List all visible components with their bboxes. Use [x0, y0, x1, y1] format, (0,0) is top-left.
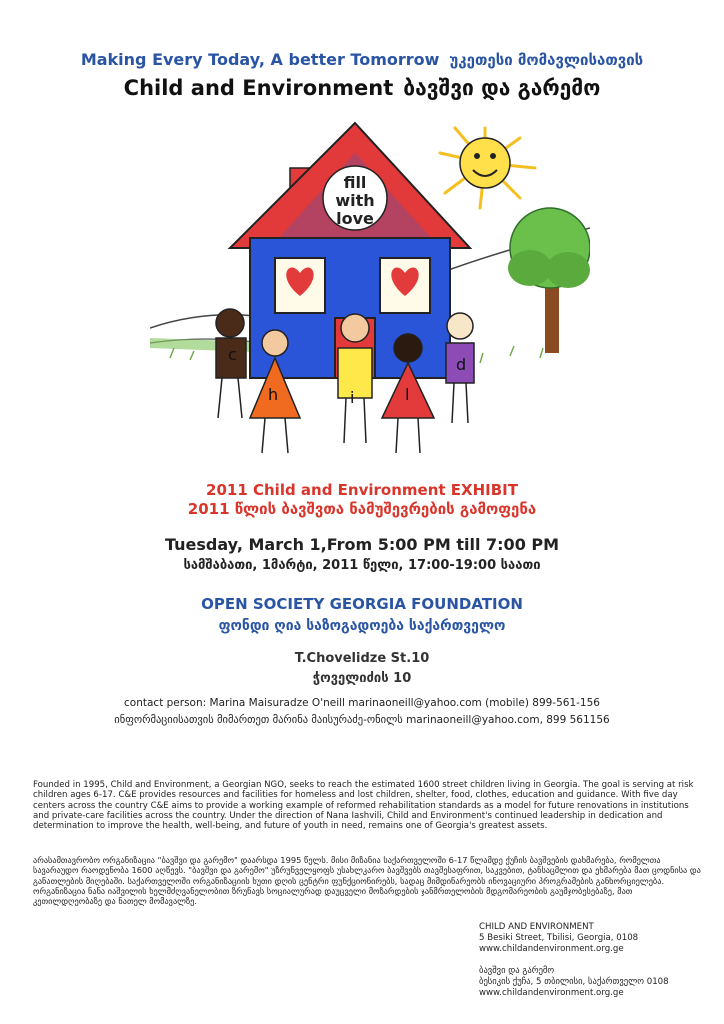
child-figure-3 — [338, 314, 372, 443]
venue-name-english: OPEN SOCIETY GEORGIA FOUNDATION — [201, 595, 523, 613]
child-letter-l: l — [405, 385, 410, 404]
exhibit-title-georgian: 2011 წლის ბავშვთა ნამუშევრების გამოფენა — [187, 500, 537, 518]
tagline-english: Making Every Today, A better Tomorrow — [80, 50, 440, 69]
child-letter-i: i — [350, 388, 355, 407]
about-paragraph-english: Founded in 1995, Child and Environment, a Georgian NGO, seeks to reach the estimated 1600 street children living in Georgia. The goal is serving at risk children ages 6-17. C&E provides resources and facilities for homeless and lost children, shelter, food, clothes, education and guidance. With five day centers across the country C&E aims to provide a working example of reformed rehabilitation standards as a model for future renovations in institutions and private-care facilities across the country. Under the direction of Nana Iashvili, Child and Environment's continued leadership in dedication and determination to improve the health, well-being, and future of youth in need, remains one of Georgia's greatest assets. — [33, 780, 694, 832]
sun-icon — [440, 128, 535, 208]
organization-address-block — [479, 922, 719, 999]
child-letter-c: c — [228, 345, 237, 364]
org-address-name-english: CHILD AND ENVIRONMENT — [479, 922, 594, 932]
contact-line-georgian: ინფორმაციისათვის მიმართეთ მარინა მაისურაძე-ონილს marinaoneill@yahoo.com, 899 561156 — [114, 714, 610, 726]
roof-text-2: with — [335, 191, 375, 210]
child-letter-d: d — [456, 355, 467, 374]
children-house-drawing — [150, 108, 590, 468]
roof-text-3: love — [336, 209, 374, 228]
venue-address-english: T.Chovelidze St.10 — [294, 651, 430, 666]
org-address-website-english[interactable]: www.childandenvironment.org.ge — [479, 944, 624, 954]
org-title-georgian: ბავშვი და გარემო — [403, 76, 601, 100]
tagline-georgian: უკეთესი მომავლისათვის — [449, 51, 644, 69]
tagline — [0, 50, 724, 69]
venue-name-georgian: ფონდი ღია საზოგადოება საქართველო — [218, 618, 506, 634]
child-letter-h: h — [268, 385, 279, 404]
event-date-english: Tuesday, March 1,From 5:00 PM till 7:00 PM — [164, 535, 560, 554]
tree-icon — [508, 208, 590, 353]
org-title-english: Child and Environment — [123, 76, 394, 100]
contact-line-english: contact person: Marina Maisuradze O'neill marinaoneill@yahoo.com (mobile) 899-561-156 — [124, 697, 600, 709]
org-address-street-georgian: ბესიკის ქუჩა, 5 თბილისი, საქართველო 0108 — [479, 977, 669, 987]
roof-text-1: fill — [343, 173, 367, 192]
org-address-name-georgian: ბავშვი და გარემო — [479, 966, 555, 976]
org-title — [0, 76, 724, 100]
about-paragraph-georgian: არასამთავრობო ორგანიზაცია "ბავშვი და გარემო" დაარსდა 1995 წელს. მისი მიზანია საქართველოში 6-17 წლამდე ქუჩის ბავშვების დახმარება, რომელთა სავარაუდო რაოდენობა 1600 აღწევს. "ბავშვი და გარემო" უზრუნველყოფს უსახლკარო ბავშვებს თავშესაფრით, საკვებით, ტანსაცმლით და ეხმარება მათ ცოდნისა და განათლების მიღებაში. საქართველოში ორგანიზაციის ხუთი დღის ცენტრი ფუნქციონირებს, სადაც მიმდინარეობს ინოვაციური პროგრამების განხორციელება. ორგანიზაცია ნანა იაშვილის ხელმძღვანელობით ზრუნავს სოციალურად დაუცველი მოზარდების ჯანმრთელობის მდგომარეობის გაუმჯობესებაზე, მათ კეთილდღეობაზე და ნათელ მომავალზე. — [33, 855, 701, 907]
org-address-website-georgian[interactable]: www.childandenvironment.org.ge — [479, 988, 624, 998]
exhibit-title-english: 2011 Child and Environment EXHIBIT — [206, 481, 518, 499]
org-address-street-english: 5 Besiki Street, Tbilisi, Georgia, 0108 — [479, 933, 639, 943]
venue-address-georgian: ჭოველიძის 10 — [312, 671, 412, 686]
event-date-georgian: სამშაბათი, 1მარტი, 2011 წელი, 17:00-19:00 საათი — [183, 558, 541, 573]
